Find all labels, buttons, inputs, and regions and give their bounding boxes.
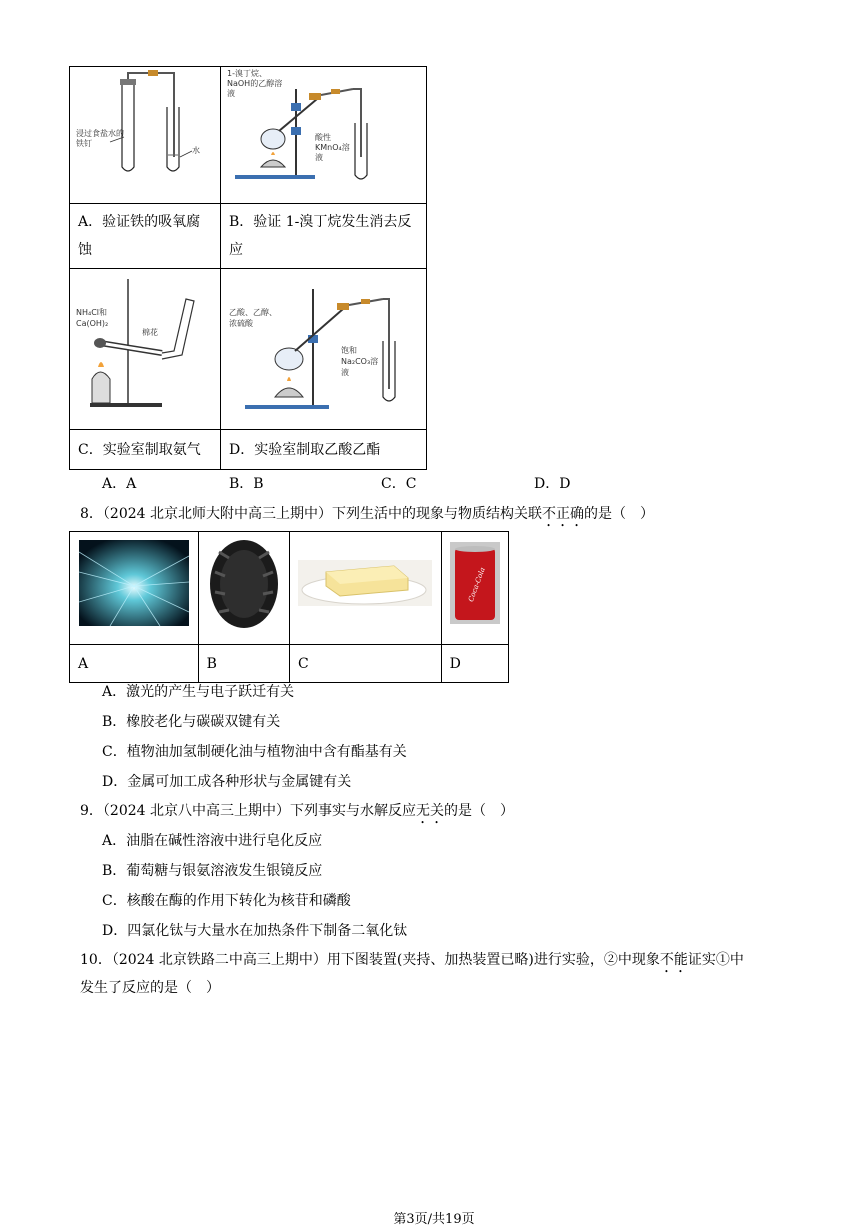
cola-can-image: [442, 532, 508, 640]
can-brand-text: Coca-Cola: [466, 566, 487, 603]
q8-image-butter: [289, 532, 441, 645]
q10-stem-prefix: 10．（2024 北京铁路二中高三上期中）用下图装置(夹持、加热装置已略)进行实验，②中现象: [80, 952, 660, 968]
q7-a-nail-label: 浸过食盐水的铁钉: [76, 129, 124, 148]
q8-label-c: C: [289, 645, 441, 683]
q9-stem: [80, 800, 514, 827]
q7-a-caption: A．验证铁的吸氧腐蚀: [70, 204, 221, 269]
q8-image-laser: [70, 532, 199, 645]
q9-stem-prefix: 9．（2024 北京八中高三上期中）下列事实与水解反应: [80, 803, 416, 819]
q7-b-figure: [221, 67, 427, 204]
q8-label-d: D: [441, 645, 508, 683]
q8-image-can: [441, 532, 508, 645]
q8-label-b: B: [198, 645, 289, 683]
q8-stem: [80, 503, 654, 530]
q9-option-d[interactable]: D．四氯化钛与大量水在加热条件下制备二氧化钛: [102, 923, 408, 939]
q8-stem-prefix: 8．（2024 北京北师大附中高三上期中）下列生活中的现象与物质结构关联: [80, 506, 542, 522]
q9-option-a[interactable]: A．油脂在碱性溶液中进行皂化反应: [102, 833, 323, 849]
q7-b-reagent-label: 1-溴丁烷、NaOH的乙醇溶液: [227, 69, 283, 98]
tire-image: [199, 532, 289, 640]
q7-a-figure: [70, 67, 221, 204]
q8-option-b[interactable]: B．橡胶老化与碳碳双键有关: [102, 714, 281, 730]
q7-c-cotton-label: 棉花: [142, 328, 158, 337]
q7-option-c[interactable]: C．C: [381, 476, 417, 492]
q7-option-a[interactable]: A．A: [102, 476, 137, 492]
q7-a-water-label: 水: [192, 146, 200, 155]
q8-stem-emph: 不正确: [542, 506, 584, 522]
elimination-reaction-apparatus: [221, 67, 426, 199]
q8-label-a: A: [70, 645, 199, 683]
q10-stem-line2: 发生了反应的是（ ）: [80, 980, 220, 996]
q7-d-na2co3-label: 饱和Na₂CO₃溶液: [341, 346, 379, 377]
q8-image-tire: [198, 532, 289, 645]
q7-b-caption: B．验证 1-溴丁烷发生消去反应: [221, 204, 427, 269]
q9-option-c[interactable]: C．核酸在酶的作用下转化为核苷和磷酸: [102, 893, 351, 909]
q9-stem-emph: 无关: [416, 803, 444, 819]
q7-d-figure: [221, 269, 427, 430]
q9-option-b[interactable]: B．葡萄糖与银氨溶液发生银镜反应: [102, 863, 323, 879]
q10-stem-suffix: 证实①中: [687, 952, 744, 968]
q10-stem-emph: 不能: [659, 952, 688, 968]
page-number: 第3页/共19页: [393, 1212, 475, 1227]
q7-b-kmno4-label: 酸性KMnO₄溶液: [315, 133, 350, 162]
q10-stem: [80, 949, 744, 976]
q8-option-c[interactable]: C．植物油加氢制硬化油与植物油中含有酯基有关: [102, 744, 407, 760]
iron-corrosion-apparatus: [70, 67, 220, 199]
q8-option-d[interactable]: D．金属可加工成各种形状与金属键有关: [102, 774, 352, 790]
q7-c-figure: [70, 269, 221, 430]
q7-option-d[interactable]: D．D: [534, 476, 571, 492]
ammonia-apparatus: [70, 269, 220, 425]
q8-stem-suffix: 的是（ ）: [584, 506, 654, 522]
ethyl-acetate-apparatus: [221, 269, 426, 425]
butter-image: [290, 532, 440, 640]
q7-d-caption: D．实验室制取乙酸乙酯: [221, 430, 427, 470]
q7-option-b[interactable]: B．B: [229, 476, 264, 492]
laser-image: [70, 532, 197, 640]
q7-c-reagent-label: NH₄Cl和Ca(OH)₂: [76, 308, 109, 328]
q8-option-a[interactable]: A．激光的产生与电子跃迁有关: [102, 684, 295, 700]
q9-stem-suffix: 的是（ ）: [444, 803, 514, 819]
q8-table: [69, 531, 509, 683]
q7-c-caption: C．实验室制取氨气: [70, 430, 221, 470]
q7-table: [69, 66, 427, 470]
q7-d-reagent-label: 乙酸、乙醇、浓硫酸: [229, 308, 277, 328]
